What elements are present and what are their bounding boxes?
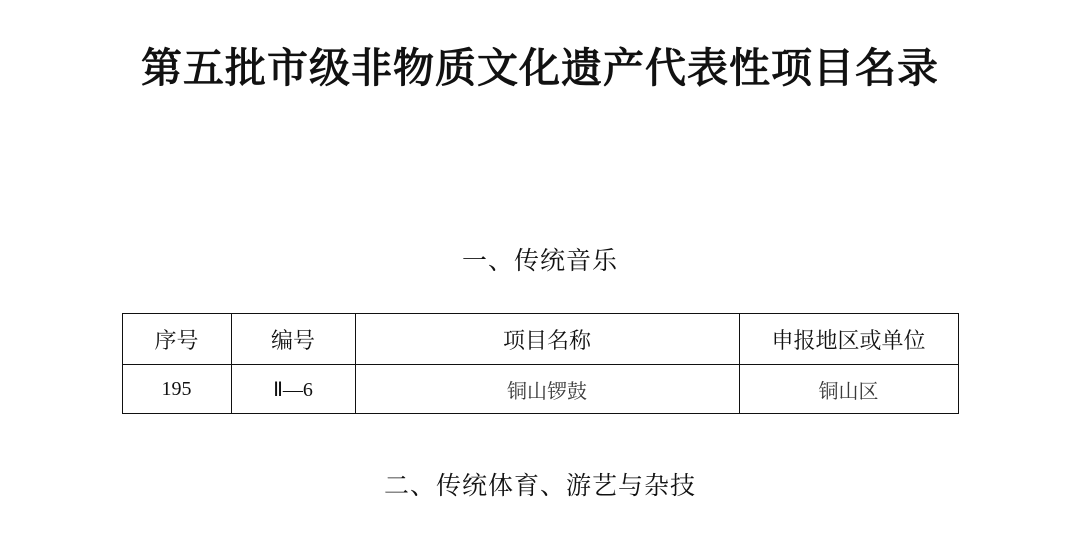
cell-project-name: 铜山锣鼓 [355,365,739,414]
listing-table-container [0,313,1080,414]
column-header-project-name: 项目名称 [355,314,739,365]
table-body [122,365,958,414]
column-header-region: 申报地区或单位 [739,314,958,365]
cell-region: 铜山区 [739,365,958,414]
section-heading-traditional-music: 一、传统音乐 [461,248,618,276]
column-header-code: 编号 [231,314,355,365]
table-header-row [122,314,958,365]
column-header-sequence: 序号 [122,314,231,365]
table-header [122,314,958,365]
section-heading-traditional-sports: 二、传统体育、游艺与杂技 [383,473,696,501]
table-row [122,365,958,414]
page-title: 第五批市级非物质文化遗产代表性项目名录 [141,45,939,91]
cell-sequence: 195 [122,365,231,414]
listing-table [122,313,959,414]
cell-code: Ⅱ—6 [231,365,355,414]
